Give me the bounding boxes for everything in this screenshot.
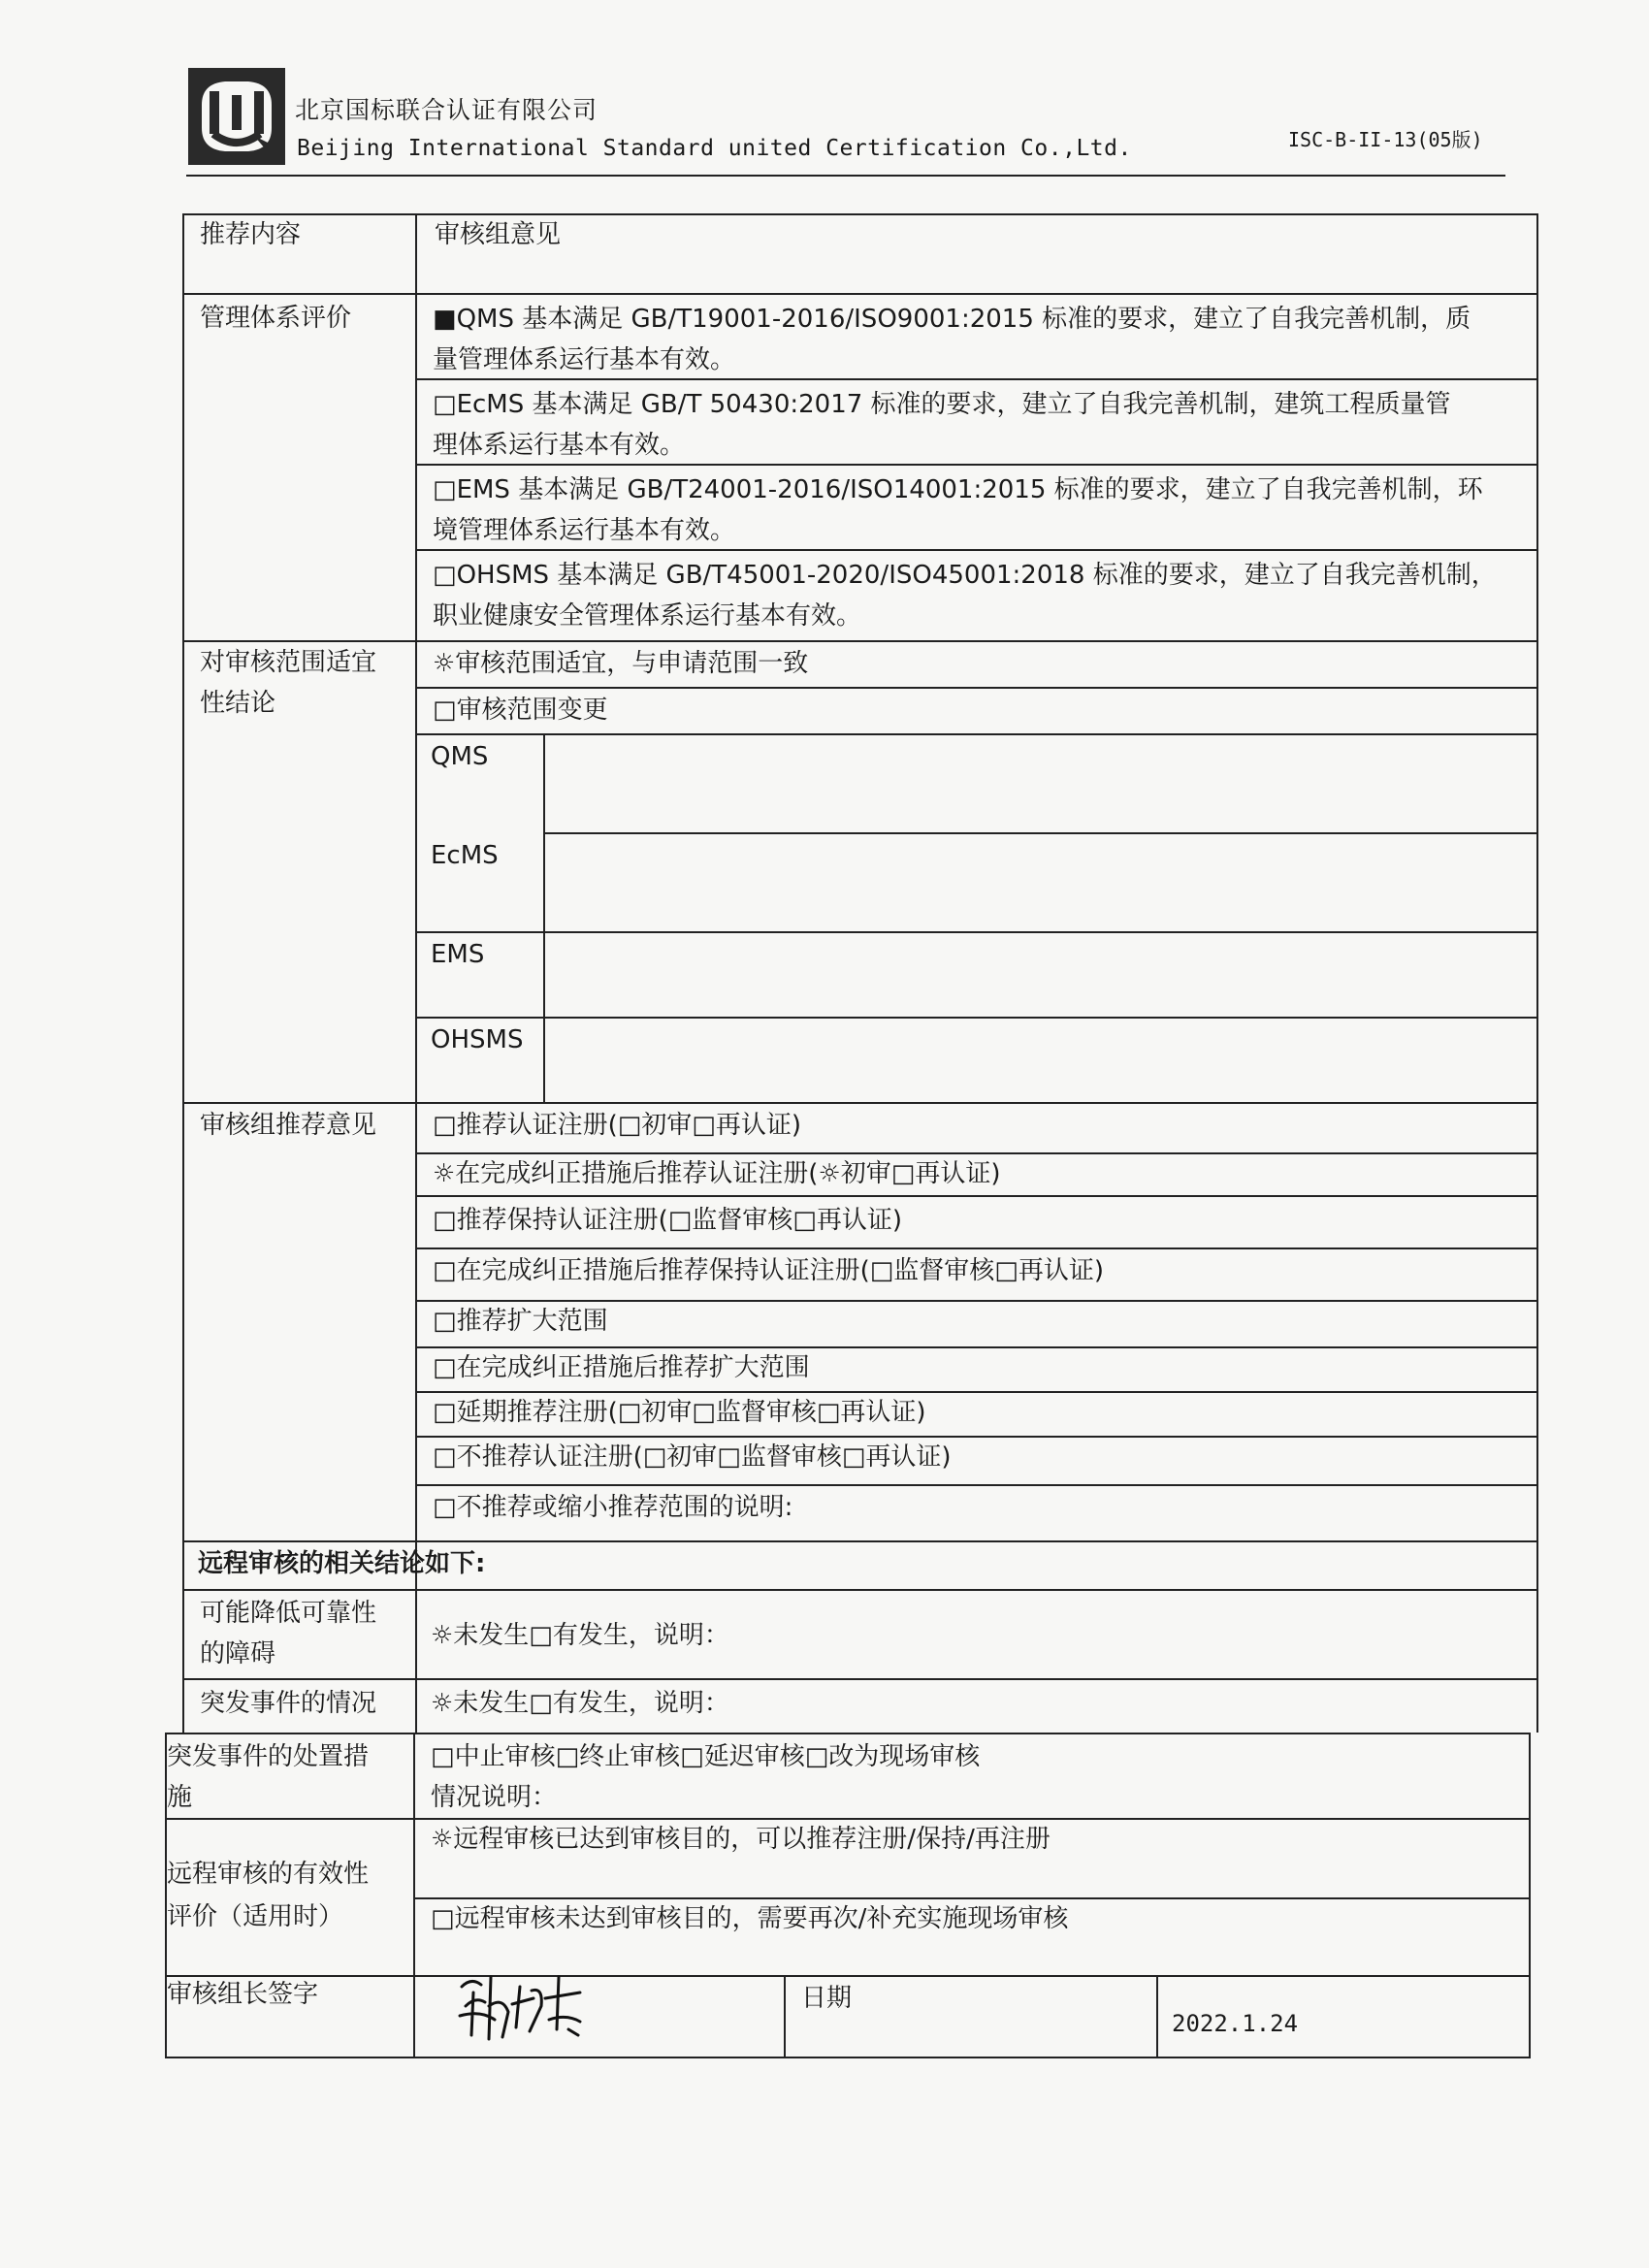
table-line [1529, 1733, 1531, 2058]
signature-label: 审核组长签字 [167, 1980, 319, 2009]
validity-yes-option[interactable]: ☼远程审核已达到审核目的，可以推荐注册/保持/再注册 [431, 1825, 1051, 1854]
table-line [413, 1733, 415, 2058]
mgmt-item-ems [433, 470, 1483, 551]
table-line [415, 1247, 1538, 1249]
recommend-option[interactable]: ☼在完成纠正措施后推荐认证注册(☼初审□再认证) [433, 1159, 1001, 1188]
company-logo-icon [186, 66, 287, 167]
scope-system-ohsms: OHSMS [431, 1025, 524, 1054]
table-line [415, 733, 1538, 735]
recommend-label: 审核组推荐意见 [200, 1111, 377, 1140]
mgmt-item-ecms [433, 384, 1451, 466]
table-line [165, 2057, 1531, 2058]
measure-label-line: 突发事件的处置措 [167, 1742, 370, 1771]
table-line [1156, 1975, 1158, 2058]
recommend-option[interactable]: □推荐保持认证注册(□监督审核□再认证) [433, 1206, 902, 1235]
measure-value[interactable] [431, 1736, 980, 1818]
table-line [543, 733, 545, 1102]
mgmt-item-qms [433, 299, 1471, 380]
scope-change-option[interactable]: □审核范围变更 [433, 696, 608, 725]
scope-label-line: 性结论 [200, 689, 276, 718]
mgmt-item-text: □EcMS 基本满足 GB/T 50430:2017 标准的要求，建立了自我完善机制，建筑工程质量管 [433, 390, 1451, 419]
form-code: ISC-B-II-13(05版) [1288, 128, 1483, 151]
obstacle-value[interactable]: ☼未发生□有发生，说明： [431, 1621, 729, 1650]
table-line [415, 1017, 1538, 1019]
recommend-option[interactable]: □推荐扩大范围 [433, 1307, 608, 1336]
validity-label-line: 评价（适用时） [167, 1902, 344, 1931]
mgmt-item-text: 境管理体系运行基本有效。 [433, 516, 736, 545]
recommend-option[interactable]: □在完成纠正措施后推荐扩大范围 [433, 1353, 810, 1382]
table-line [182, 1102, 1538, 1104]
mgmt-item-text: 职业健康安全管理体系运行基本有效。 [433, 601, 862, 631]
scope-label-line: 对审核范围适宜 [200, 648, 377, 677]
table-line [182, 213, 184, 1733]
mgmt-eval-label: 管理体系评价 [200, 304, 352, 333]
table-line [415, 687, 1538, 689]
mgmt-item-text: ■QMS 基本满足 GB/T19001-2016/ISO9001:2015 标准的要求，建立了自我完善机制，质 [433, 305, 1471, 334]
validity-label-line: 远程审核的有效性 [167, 1860, 370, 1889]
obstacle-label-line: 可能降低可靠性 [200, 1599, 377, 1628]
remote-audit-title: 远程审核的相关结论如下: [198, 1549, 486, 1578]
header-audit-opinion: 审核组意见 [435, 220, 562, 249]
measure-options[interactable]: □中止审核□终止审核□延迟审核□改为现场审核 [431, 1742, 981, 1771]
recommend-option[interactable]: □不推荐认证注册(□初审□监督审核□再认证) [433, 1442, 952, 1472]
table-line [415, 213, 417, 1733]
handwritten-signature [452, 1958, 617, 2045]
measure-note: 情况说明： [431, 1783, 558, 1812]
mgmt-item-text: □EMS 基本满足 GB/T24001-2016/ISO14001:2015 标准的要求，建立了自我完善机制，环 [433, 475, 1483, 504]
table-line [543, 832, 1538, 834]
recommend-option[interactable]: □在完成纠正措施后推荐保持认证注册(□监督审核□再认证) [433, 1256, 1104, 1285]
scope-label [200, 642, 376, 724]
table-line [415, 1484, 1538, 1486]
scope-system-ecms: EcMS [431, 841, 499, 870]
date-value: 2022.1.24 [1172, 2010, 1299, 2037]
mgmt-item-text: 量管理体系运行基本有效。 [433, 345, 736, 374]
date-label: 日期 [801, 1984, 853, 2013]
table-line [165, 1733, 1531, 1734]
header-recommend-content: 推荐内容 [200, 220, 302, 249]
table-line [182, 1678, 1538, 1680]
measure-label [167, 1736, 369, 1818]
incident-value[interactable]: ☼未发生□有发生，说明： [431, 1689, 729, 1718]
header-divider [186, 175, 1505, 177]
table-line [182, 640, 1538, 642]
validity-no-option[interactable]: □远程审核未达到审核目的，需要再次/补充实施现场审核 [431, 1904, 1069, 1933]
scope-ok-option[interactable]: ☼审核范围适宜，与申请范围一致 [433, 649, 809, 678]
table-line [165, 1975, 1531, 1977]
table-line [182, 1540, 1538, 1542]
obstacle-label [200, 1593, 376, 1674]
obstacle-label-line: 的障碍 [200, 1639, 276, 1669]
recommend-option[interactable]: □延期推荐注册(□初审□监督审核□再认证) [433, 1398, 926, 1427]
table-line [1536, 213, 1538, 1733]
table-line [415, 1195, 1538, 1197]
measure-label-line: 施 [167, 1783, 193, 1812]
mgmt-item-ohsms [433, 555, 1497, 636]
scope-system-ems: EMS [431, 940, 485, 969]
table-line [415, 931, 1538, 933]
recommend-option[interactable]: □推荐认证注册(□初审□再认证) [433, 1111, 801, 1140]
incident-label: 突发事件的情况 [200, 1689, 377, 1718]
mgmt-item-text: □OHSMS 基本满足 GB/T45001-2020/ISO45001:2018 标准的要求，建立了自我完善机制， [433, 561, 1497, 590]
mgmt-item-text: 理体系运行基本有效。 [433, 431, 686, 460]
recommend-option[interactable]: □不推荐或缩小推荐范围的说明: [433, 1493, 793, 1522]
table-line [784, 1975, 786, 2058]
company-name-cn: 北京国标联合认证有限公司 [295, 96, 598, 124]
company-name-en: Beijing International Standard united Certification Co.,Ltd. [297, 136, 1132, 161]
table-line [182, 293, 1538, 295]
validity-label [167, 1853, 369, 1938]
scope-system-qms: QMS [431, 742, 489, 771]
table-line [182, 213, 1538, 215]
table-line [182, 1589, 1538, 1591]
